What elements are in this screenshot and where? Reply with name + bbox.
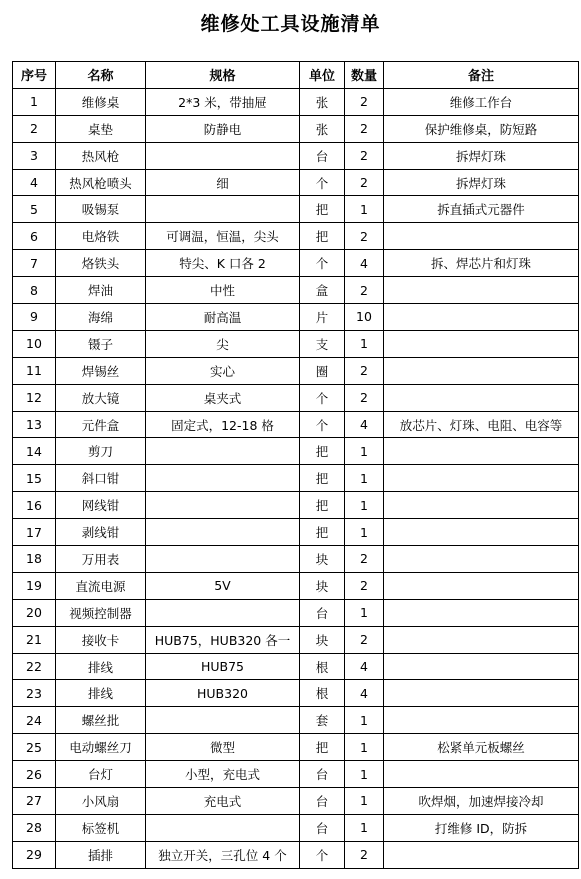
table-header-row [13, 62, 579, 89]
index-cell: 13 [13, 411, 56, 438]
spec-cell [146, 465, 300, 492]
quantity-cell: 2 [345, 357, 384, 384]
quantity-cell: 2 [345, 626, 384, 653]
remarks-cell [384, 304, 579, 331]
unit-cell: 把 [300, 492, 345, 519]
quantity-cell: 2 [345, 277, 384, 304]
table-row [13, 465, 579, 492]
name-cell: 直流电源 [56, 572, 146, 599]
name-cell: 台灯 [56, 761, 146, 788]
unit-cell: 支 [300, 330, 345, 357]
quantity-cell: 2 [345, 88, 384, 115]
remarks-cell: 拆焊灯珠 [384, 142, 579, 169]
index-cell: 15 [13, 465, 56, 492]
quantity-cell: 2 [345, 142, 384, 169]
quantity-cell: 1 [345, 519, 384, 546]
table-row [13, 142, 579, 169]
unit-cell: 块 [300, 572, 345, 599]
table-row [13, 492, 579, 519]
table-row [13, 707, 579, 734]
unit-cell: 张 [300, 115, 345, 142]
table-row [13, 196, 579, 223]
index-cell: 2 [13, 115, 56, 142]
remarks-cell: 拆直插式元器件 [384, 196, 579, 223]
remarks-cell [384, 438, 579, 465]
tools-table [12, 61, 579, 869]
spec-cell: 独立开关，三孔位 4 个 [146, 841, 300, 868]
quantity-cell: 4 [345, 653, 384, 680]
index-cell: 12 [13, 384, 56, 411]
spec-cell: 特尖、K 口各 2 [146, 250, 300, 277]
quantity-cell: 1 [345, 330, 384, 357]
spec-cell: HUB320 [146, 680, 300, 707]
name-cell: 小风扇 [56, 788, 146, 815]
name-cell: 视频控制器 [56, 599, 146, 626]
table-row [13, 546, 579, 573]
name-cell: 热风枪喷头 [56, 169, 146, 196]
index-cell: 19 [13, 572, 56, 599]
remarks-cell [384, 841, 579, 868]
table-row [13, 250, 579, 277]
table-row [13, 841, 579, 868]
quantity-cell: 1 [345, 707, 384, 734]
name-cell: 桌垫 [56, 115, 146, 142]
unit-cell: 个 [300, 841, 345, 868]
table-row [13, 814, 579, 841]
index-cell: 5 [13, 196, 56, 223]
remarks-cell: 维修工作台 [384, 88, 579, 115]
index-cell: 24 [13, 707, 56, 734]
remarks-cell [384, 223, 579, 250]
unit-cell: 圈 [300, 357, 345, 384]
remarks-cell: 松紧单元板螺丝 [384, 734, 579, 761]
table-row [13, 304, 579, 331]
name-cell: 焊锡丝 [56, 357, 146, 384]
unit-cell: 块 [300, 626, 345, 653]
unit-cell: 把 [300, 196, 345, 223]
index-cell: 17 [13, 519, 56, 546]
quantity-cell: 1 [345, 761, 384, 788]
spec-cell [146, 546, 300, 573]
remarks-cell [384, 680, 579, 707]
name-cell: 热风枪 [56, 142, 146, 169]
remarks-cell [384, 277, 579, 304]
table-row [13, 223, 579, 250]
remarks-cell [384, 626, 579, 653]
name-cell: 镊子 [56, 330, 146, 357]
spec-cell: 实心 [146, 357, 300, 384]
name-cell: 元件盒 [56, 411, 146, 438]
remarks-cell [384, 492, 579, 519]
index-cell: 23 [13, 680, 56, 707]
unit-cell: 盒 [300, 277, 345, 304]
unit-cell: 把 [300, 223, 345, 250]
table-row [13, 734, 579, 761]
quantity-cell: 4 [345, 680, 384, 707]
index-cell: 9 [13, 304, 56, 331]
spec-cell: 桌夹式 [146, 384, 300, 411]
spec-cell [146, 492, 300, 519]
remarks-cell [384, 707, 579, 734]
quantity-cell: 4 [345, 411, 384, 438]
spec-cell: HUB75，HUB320 各一 [146, 626, 300, 653]
index-cell: 10 [13, 330, 56, 357]
index-cell: 6 [13, 223, 56, 250]
remarks-cell [384, 465, 579, 492]
name-cell: 焊油 [56, 277, 146, 304]
spec-cell [146, 519, 300, 546]
index-cell: 1 [13, 88, 56, 115]
index-cell: 16 [13, 492, 56, 519]
name-cell: 螺丝批 [56, 707, 146, 734]
quantity-cell: 2 [345, 169, 384, 196]
table-row [13, 653, 579, 680]
remarks-cell: 吹焊烟，加速焊接冷却 [384, 788, 579, 815]
index-cell: 26 [13, 761, 56, 788]
quantity-cell: 4 [345, 250, 384, 277]
header-unit: 单位 [300, 62, 345, 89]
index-cell: 7 [13, 250, 56, 277]
unit-cell: 根 [300, 680, 345, 707]
unit-cell: 把 [300, 519, 345, 546]
remarks-cell [384, 519, 579, 546]
remarks-cell [384, 599, 579, 626]
table-row [13, 357, 579, 384]
table-row [13, 788, 579, 815]
spec-cell: 可调温，恒温，尖头 [146, 223, 300, 250]
remarks-cell: 放芯片、灯珠、电阻、电容等 [384, 411, 579, 438]
table-row [13, 438, 579, 465]
table-body [13, 88, 579, 868]
quantity-cell: 1 [345, 788, 384, 815]
quantity-cell: 2 [345, 572, 384, 599]
quantity-cell: 1 [345, 599, 384, 626]
unit-cell: 把 [300, 465, 345, 492]
table-row [13, 626, 579, 653]
quantity-cell: 2 [345, 115, 384, 142]
table-row [13, 277, 579, 304]
name-cell: 烙铁头 [56, 250, 146, 277]
spec-cell: 尖 [146, 330, 300, 357]
remarks-cell [384, 761, 579, 788]
quantity-cell: 1 [345, 814, 384, 841]
table-row [13, 330, 579, 357]
index-cell: 3 [13, 142, 56, 169]
index-cell: 8 [13, 277, 56, 304]
table-row [13, 519, 579, 546]
remarks-cell [384, 384, 579, 411]
name-cell: 插排 [56, 841, 146, 868]
name-cell: 电烙铁 [56, 223, 146, 250]
name-cell: 维修桌 [56, 88, 146, 115]
index-cell: 22 [13, 653, 56, 680]
spec-cell [146, 142, 300, 169]
table-row [13, 680, 579, 707]
unit-cell: 片 [300, 304, 345, 331]
remarks-cell: 保护维修桌，防短路 [384, 115, 579, 142]
spec-cell: 小型，充电式 [146, 761, 300, 788]
quantity-cell: 1 [345, 438, 384, 465]
name-cell: 电动螺丝刀 [56, 734, 146, 761]
name-cell: 排线 [56, 653, 146, 680]
unit-cell: 台 [300, 142, 345, 169]
name-cell: 接收卡 [56, 626, 146, 653]
unit-cell: 台 [300, 814, 345, 841]
unit-cell: 张 [300, 88, 345, 115]
spec-cell: 细 [146, 169, 300, 196]
table-row [13, 599, 579, 626]
remarks-cell [384, 357, 579, 384]
unit-cell: 个 [300, 384, 345, 411]
table-row [13, 761, 579, 788]
table-row [13, 115, 579, 142]
name-cell: 斜口钳 [56, 465, 146, 492]
unit-cell: 个 [300, 169, 345, 196]
index-cell: 28 [13, 814, 56, 841]
remarks-cell: 拆、焊芯片和灯珠 [384, 250, 579, 277]
quantity-cell: 10 [345, 304, 384, 331]
table-row [13, 572, 579, 599]
spec-cell [146, 707, 300, 734]
table-row [13, 411, 579, 438]
unit-cell: 台 [300, 761, 345, 788]
name-cell: 标签机 [56, 814, 146, 841]
spec-cell: 防静电 [146, 115, 300, 142]
remarks-cell [384, 653, 579, 680]
quantity-cell: 1 [345, 734, 384, 761]
header-index: 序号 [13, 62, 56, 89]
index-cell: 20 [13, 599, 56, 626]
index-cell: 14 [13, 438, 56, 465]
remarks-cell [384, 572, 579, 599]
spec-cell: 耐高温 [146, 304, 300, 331]
index-cell: 11 [13, 357, 56, 384]
table-row [13, 88, 579, 115]
quantity-cell: 1 [345, 196, 384, 223]
header-quantity: 数量 [345, 62, 384, 89]
index-cell: 25 [13, 734, 56, 761]
quantity-cell: 2 [345, 384, 384, 411]
document-title: 维修处工具设施清单 [200, 13, 381, 35]
index-cell: 4 [13, 169, 56, 196]
table-row [13, 169, 579, 196]
unit-cell: 台 [300, 788, 345, 815]
name-cell: 剪刀 [56, 438, 146, 465]
index-cell: 27 [13, 788, 56, 815]
name-cell: 网线钳 [56, 492, 146, 519]
spec-cell: 充电式 [146, 788, 300, 815]
spec-cell: 固定式，12-18 格 [146, 411, 300, 438]
index-cell: 18 [13, 546, 56, 573]
spec-cell [146, 196, 300, 223]
header-remarks: 备注 [384, 62, 579, 89]
unit-cell: 套 [300, 707, 345, 734]
name-cell: 剥线钳 [56, 519, 146, 546]
spec-cell [146, 438, 300, 465]
name-cell: 吸锡泵 [56, 196, 146, 223]
name-cell: 放大镜 [56, 384, 146, 411]
spec-cell: 2*3 米，带抽屉 [146, 88, 300, 115]
remarks-cell [384, 546, 579, 573]
name-cell: 海绵 [56, 304, 146, 331]
spec-cell: 微型 [146, 734, 300, 761]
spec-cell: 中性 [146, 277, 300, 304]
spec-cell [146, 599, 300, 626]
name-cell: 排线 [56, 680, 146, 707]
index-cell: 21 [13, 626, 56, 653]
unit-cell: 块 [300, 546, 345, 573]
unit-cell: 个 [300, 250, 345, 277]
spec-cell [146, 814, 300, 841]
remarks-cell: 打维修 ID，防拆 [384, 814, 579, 841]
unit-cell: 把 [300, 438, 345, 465]
unit-cell: 根 [300, 653, 345, 680]
header-spec: 规格 [146, 62, 300, 89]
unit-cell: 把 [300, 734, 345, 761]
quantity-cell: 2 [345, 546, 384, 573]
table-row [13, 384, 579, 411]
unit-cell: 个 [300, 411, 345, 438]
spec-cell: 5V [146, 572, 300, 599]
quantity-cell: 1 [345, 492, 384, 519]
quantity-cell: 2 [345, 223, 384, 250]
name-cell: 万用表 [56, 546, 146, 573]
spec-cell: HUB75 [146, 653, 300, 680]
header-name: 名称 [56, 62, 146, 89]
index-cell: 29 [13, 841, 56, 868]
remarks-cell [384, 330, 579, 357]
quantity-cell: 1 [345, 465, 384, 492]
unit-cell: 台 [300, 599, 345, 626]
quantity-cell: 2 [345, 841, 384, 868]
remarks-cell: 拆焊灯珠 [384, 169, 579, 196]
